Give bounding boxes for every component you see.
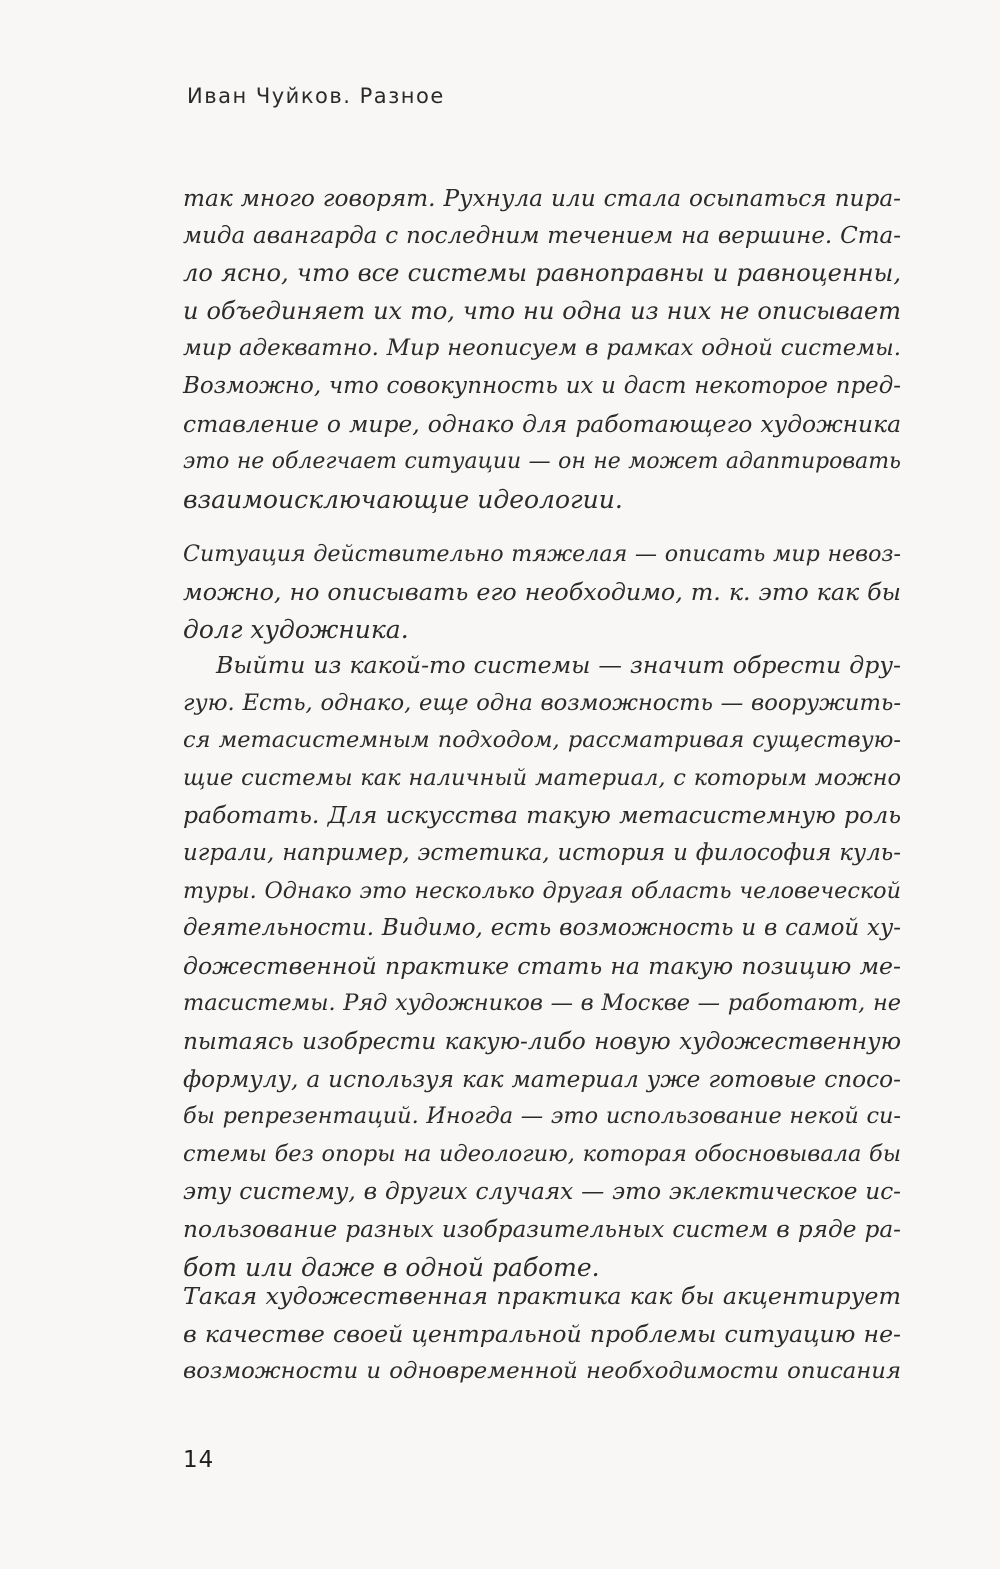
running-header: Иван Чуйков. Разное xyxy=(187,84,445,108)
text-line: тасистемы. Ряд художников — в Москве — работают, не xyxy=(183,990,901,1017)
text-line: Возможно, что совокупность их и даст некоторое пред- xyxy=(183,372,901,399)
text-line: мир адекватно. Мир неописуем в рамках одной системы. xyxy=(183,335,901,362)
text-line: так много говорят. Рухнула или стала осыпаться пира- xyxy=(183,185,901,212)
paragraph-2 xyxy=(183,536,901,649)
paragraph-4 xyxy=(183,1278,901,1391)
paragraph-3 xyxy=(183,647,901,1286)
text-line: формулу, а используя как материал уже готовые спосо- xyxy=(183,1065,901,1093)
text-line: бот или даже в одной работе. xyxy=(183,1252,600,1282)
text-line: Такая художественная практика как бы акцентирует xyxy=(183,1282,901,1310)
paragraph-1 xyxy=(183,180,901,518)
text-line: Выйти из какой-то системы — значит обрести дру- xyxy=(216,651,901,679)
text-line: пытаясь изобрести какую-либо новую художественную xyxy=(183,1027,901,1055)
text-line: взаимоисключающие идеологии. xyxy=(183,484,623,514)
text-line: стемы без опоры на идеологию, которая обосновывала бы xyxy=(183,1140,901,1167)
text-line: работать. Для искусства такую метасистемную роль xyxy=(183,801,901,830)
text-line: возможности и одновременной необходимости описания xyxy=(183,1358,901,1385)
text-line: ло ясно, что все системы равноправны и равноценны, xyxy=(183,259,901,288)
text-line: бы репрезентаций. Иногда — это использование некой си- xyxy=(183,1103,901,1130)
text-line: эту систему, в других случаях — это эклектическое ис- xyxy=(183,1178,901,1206)
page-number: 14 xyxy=(183,1447,215,1473)
text-line: и объединяет их то, что ни одна из них не описывает xyxy=(183,296,901,325)
text-line: туры. Однако это несколько другая область человеческой xyxy=(183,877,901,904)
text-line: это не облегчает ситуации — он не может адаптировать xyxy=(183,449,901,475)
text-line: долг художника. xyxy=(183,615,409,645)
text-line: щие системы как наличный материал, с которым можно xyxy=(183,764,901,791)
text-line: мида авангарда с последним течением на вершине. Ста- xyxy=(183,222,901,249)
text-line: Ситуация действительно тяжелая — описать мир невоз- xyxy=(183,541,901,567)
text-line: можно, но описывать его необходимо, т. к. это как бы xyxy=(183,577,901,606)
text-line: ся метасистемным подходом, рассматривая существую- xyxy=(183,727,901,754)
text-line: пользование разных изобразительных систем в ряде ра- xyxy=(183,1215,901,1243)
text-line: в качестве своей центральной проблемы ситуацию не- xyxy=(183,1319,901,1348)
text-line: ставление о мире, однако для работающего художника xyxy=(183,409,901,438)
text-line: гую. Есть, однако, еще одна возможность — вооружить- xyxy=(183,689,901,716)
text-line: играли, например, эстетика, история и философия куль- xyxy=(183,839,901,866)
text-line: деятельности. Видимо, есть возможность и в самой ху- xyxy=(183,915,901,942)
text-line: дожественной практике стать на такую позицию ме- xyxy=(183,951,901,980)
